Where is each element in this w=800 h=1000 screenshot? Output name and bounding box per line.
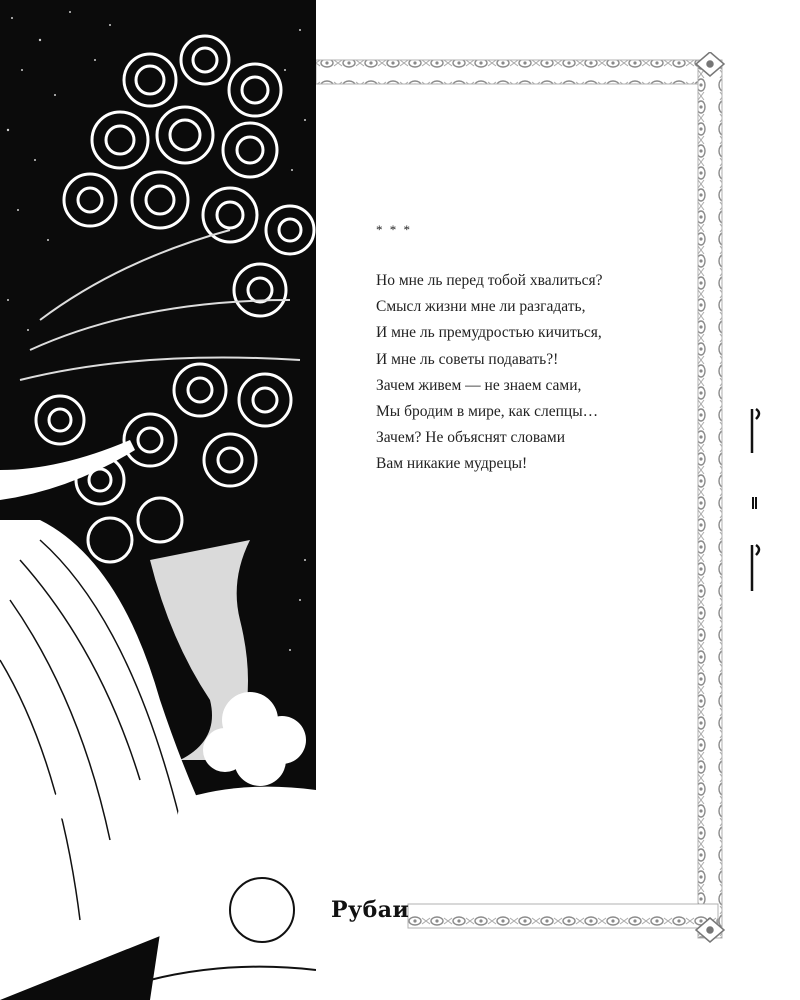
book-title: Рубаи xyxy=(331,897,410,923)
poem-line: Мы бродим в мире, как слепцы… xyxy=(376,403,599,421)
poem-line: Но мне ль перед тобой хвалиться? xyxy=(376,272,603,289)
poem-line: Зачем живем — не знаем сами, xyxy=(376,376,582,394)
ornamental-border xyxy=(316,52,734,945)
section-marker: * * * xyxy=(376,222,412,237)
ornament-border-icon xyxy=(316,52,734,945)
poem-line: И мне ль премудростью кичиться, xyxy=(376,324,602,342)
page-edge-mark-icon xyxy=(744,405,764,595)
poem-line: Смысл жизни мне ли разгадать, xyxy=(376,298,586,316)
edge-marks xyxy=(744,405,764,595)
art-nouveau-illustration-icon xyxy=(0,0,316,1000)
illustration-panel xyxy=(0,0,316,1000)
poem-line: И мне ль советы подавать?! xyxy=(376,350,559,368)
poem-block xyxy=(376,222,696,478)
poem-line: Вам никакие мудрецы! xyxy=(376,455,528,473)
poem-line: Зачем? Не объяснят словами xyxy=(376,429,566,447)
